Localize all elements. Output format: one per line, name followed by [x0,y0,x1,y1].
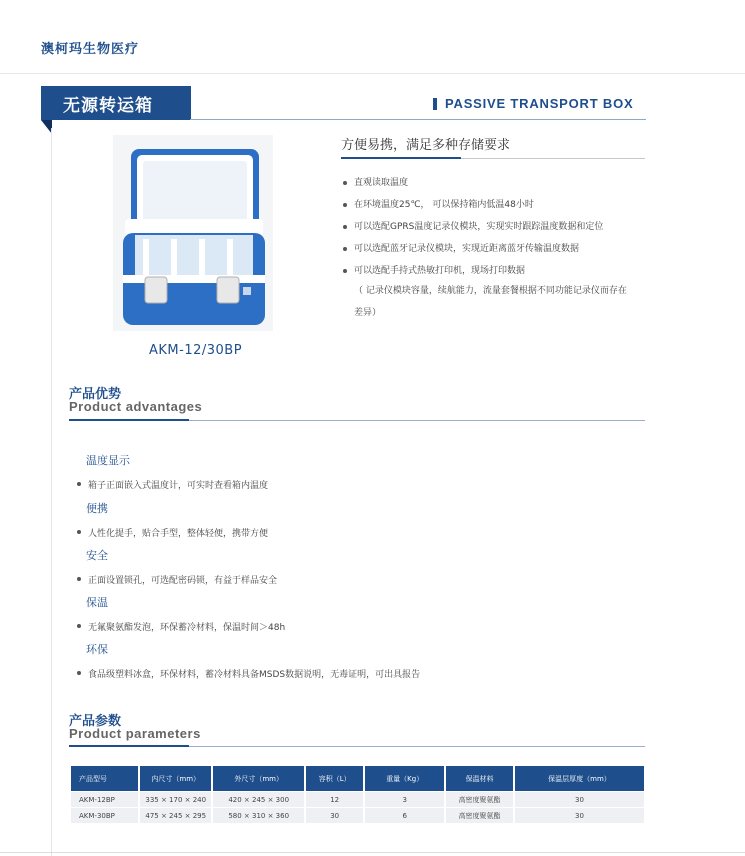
lid-liner [143,161,247,221]
advantage-title: 温度显示 [86,454,130,467]
feature-item: 在环境温度25℃， 可以保持箱内低温48小时 [341,194,661,216]
page-title-en [433,96,633,111]
top-divider [0,73,745,74]
features-note-line1: （ 记录仪模块容量，续航能力，流量套餐根据不同功能记录仪而存在 [354,286,627,296]
table-row [71,792,644,807]
divider-1 [143,239,149,275]
table-header: 内尺寸（mm） [140,766,211,791]
advantage-title: 安全 [86,549,108,562]
table-cell: 高密度聚氨酯 [446,808,513,823]
features-rule-accent [341,157,461,159]
advantage-item [74,452,634,491]
advantage-text: 无氟聚氨酯发泡，环保蓄冷材料，保温时间＞48h [74,620,634,633]
table-header-row [71,766,644,791]
thermometer-window [243,287,251,295]
cooler-box-illustration [113,135,273,331]
parameters-rule-accent [69,745,189,747]
divider-2 [171,239,177,275]
advantages-title-en: Product advantages [69,399,203,414]
brand-name: 澳柯玛生物医疗 [41,42,140,57]
parameters-table [69,765,646,824]
table-header: 保温层厚度（mm） [515,766,644,791]
table-cell: 30 [306,808,363,823]
table-header: 外尺寸（mm） [213,766,304,791]
advantage-title: 环保 [86,643,108,656]
table-cell: 335 × 170 × 240 [140,792,211,807]
title-underline [190,119,646,120]
page-title: 无源转运箱 [63,96,153,116]
feature-item: 可以选配手持式热敏打印机，现场打印数据 [341,260,661,282]
table-cell: 420 × 245 × 300 [213,792,304,807]
advantage-text: 人性化提手，贴合手型，整体轻便，携带方便 [74,526,634,539]
advantage-item [74,641,634,680]
left-margin-line [51,128,52,856]
product-model-label: AKM-12/30BP [149,343,243,358]
advantages-title: 产品优势 [69,387,122,402]
parameters-title: 产品参数 [69,714,122,729]
advantage-item [74,547,634,586]
table-cell: 高密度聚氨酯 [446,792,513,807]
box-interior [135,235,253,275]
feature-item: 可以选配蓝牙记录仪模块，实现近距离蓝牙传输温度数据 [341,238,661,260]
advantage-title: 便携 [86,502,108,515]
divider-4 [227,239,233,275]
parameters-title-en: Product parameters [69,726,201,741]
table-header: 容积（L） [306,766,363,791]
features-note-line2: 差异） [354,308,382,318]
advantage-title: 保温 [86,596,108,609]
features-note [354,280,654,324]
product-image [113,135,273,331]
advantage-item [74,594,634,633]
advantage-text: 食品级塑料冰盒，环保材料，蓄冷材料具备MSDS数据说明，无毒证明，可出具报告 [74,667,634,680]
table-cell: 30 [515,808,644,823]
latch-right [217,277,239,303]
latch-left [145,277,167,303]
table-header: 重量（Kg） [365,766,444,791]
advantage-text: 箱子正面嵌入式温度计，可实时查看箱内温度 [74,478,634,491]
table-cell: 12 [306,792,363,807]
advantages-rule-accent [69,419,189,421]
table-cell: AKM-30BP [71,808,138,823]
table-row [71,808,644,823]
table-cell: 6 [365,808,444,823]
table-cell: 3 [365,792,444,807]
bottom-divider [0,852,745,853]
advantage-item [74,500,634,539]
box-band [123,275,265,283]
table-cell: AKM-12BP [71,792,138,807]
features-heading: 方便易携，满足多种存储要求 [341,138,511,153]
table-cell: 580 × 310 × 360 [213,808,304,823]
divider-3 [199,239,205,275]
feature-item: 直观读取温度 [341,172,661,194]
page-title-en-text: PASSIVE TRANSPORT BOX [445,96,634,111]
table-header: 产品型号 [71,766,138,791]
features-list [341,172,661,282]
table-cell: 30 [515,792,644,807]
feature-item: 可以选配GPRS温度记录仪模块，实现实时跟踪温度数据和定位 [341,216,661,238]
table-header: 保温材料 [446,766,513,791]
advantage-text: 正面设置锁孔，可选配密码锁，有益于样品安全 [74,573,634,586]
table-cell: 475 × 245 × 295 [140,808,211,823]
